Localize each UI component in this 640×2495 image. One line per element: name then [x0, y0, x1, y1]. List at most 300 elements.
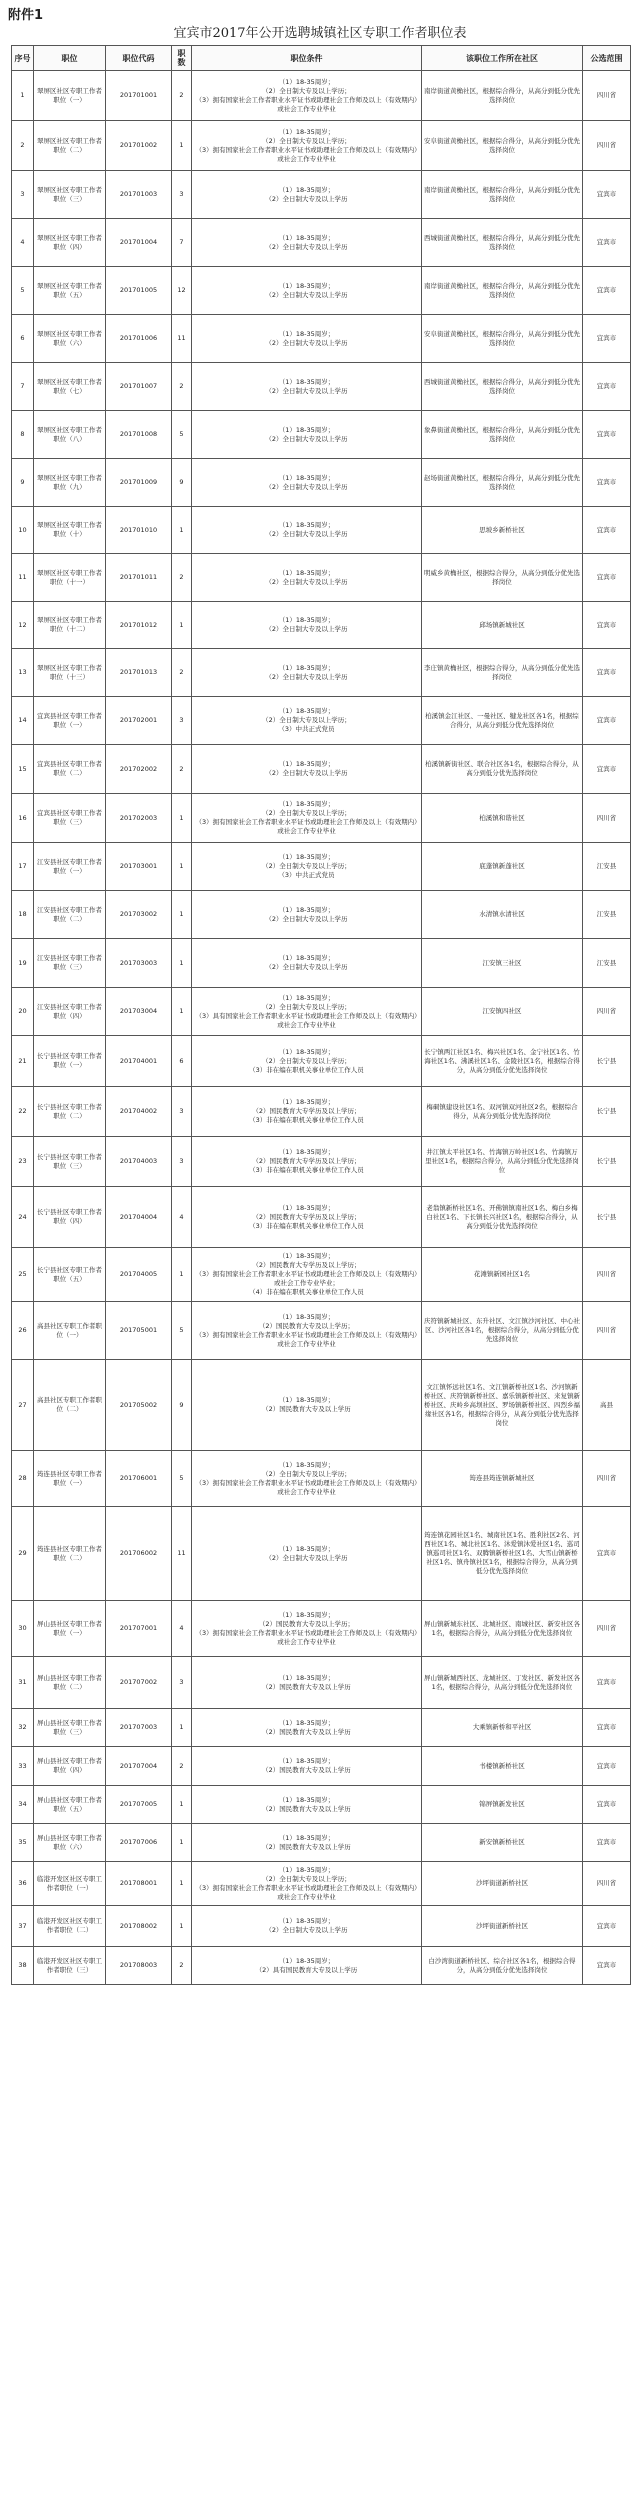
- cell-code: 201707002: [106, 1657, 172, 1709]
- table-row: [12, 697, 631, 745]
- cell-post: 宜宾县社区专职工作者职位（三）: [34, 794, 106, 843]
- table-row: [12, 1451, 631, 1507]
- cell-scope: 宜宾市: [583, 507, 631, 554]
- cell-community: 底蓬镇新蓬社区: [422, 843, 583, 891]
- cell-scope: 宜宾市: [583, 315, 631, 363]
- cell-no: 18: [12, 891, 34, 939]
- table-row: [12, 602, 631, 649]
- condition-line: （1）18-35周岁；: [278, 568, 335, 577]
- table-row: [12, 1302, 631, 1360]
- cell-post: 屏山县社区专职工作者职位（六）: [34, 1824, 106, 1862]
- cell-scope: 宜宾市: [583, 171, 631, 219]
- cell-scope: 宜宾市: [583, 1786, 631, 1824]
- cell-post: 翠屏区社区专职工作者职位（十三）: [34, 649, 106, 697]
- cell-code: 201701007: [106, 363, 172, 411]
- cell-post: 翠屏区社区专职工作者职位（四）: [34, 219, 106, 267]
- cell-code: 201702003: [106, 794, 172, 843]
- condition-line: （3）具有国家社会工作者职业水平证书或助理社会工作师及以上（有效期内）或社会工作专业毕业: [195, 1011, 418, 1029]
- cell-count: 2: [172, 363, 192, 411]
- cell-community: 安阜街道黄桷社区，根据综合得分，从高分到低分优先选择岗位: [422, 315, 583, 363]
- cell-code: 201701009: [106, 459, 172, 507]
- condition-line: （1）18-35周岁；: [278, 1795, 335, 1804]
- cell-post: 临港开发区社区专职工作者职位（二）: [34, 1906, 106, 1947]
- cell-community: 柏溪镇新街社区、联合社区各1名，根据综合得分，从高分到低分优先选择岗位: [422, 745, 583, 794]
- cell-code: 201704004: [106, 1187, 172, 1248]
- condition-line: （3）非在编在职机关事业单位工作人员: [249, 1166, 364, 1174]
- cell-community: 柏溪镇金江社区、一曼社区、犍龙社区各1名，根据综合得分，从高分到低分优先选择岗位: [422, 697, 583, 745]
- cell-count: 7: [172, 219, 192, 267]
- condition-line: （2）全日制大专及以上学历: [265, 914, 348, 923]
- condition-line: （2）国民教育大专及以上学历: [262, 1682, 351, 1691]
- cell-community: 大乘镇新桥和平社区: [422, 1709, 583, 1747]
- cell-community: 江安镇三社区: [422, 939, 583, 988]
- condition-line: （2）全日制大专及以上学历: [265, 338, 348, 347]
- table-body: [12, 71, 631, 1985]
- cell-code: 201705001: [106, 1302, 172, 1360]
- cell-conditions: [192, 745, 422, 794]
- cell-code: 201702001: [106, 697, 172, 745]
- cell-scope: 宜宾市: [583, 1507, 631, 1601]
- cell-post: 屏山县社区专职工作者职位（二）: [34, 1657, 106, 1709]
- cell-post: 临港开发区社区专职工作者职位（一）: [34, 1862, 106, 1906]
- cell-community: 水清镇水清社区: [422, 891, 583, 939]
- table-row: [12, 1657, 631, 1709]
- cell-community: 柏溪镇和谐社区: [422, 794, 583, 843]
- cell-scope: 四川省: [583, 988, 631, 1036]
- cell-community: 安阜街道黄桷社区，根据综合得分，从高分到低分优先选择岗位: [422, 121, 583, 171]
- cell-no: 7: [12, 363, 34, 411]
- cell-conditions: [192, 267, 422, 315]
- cell-code: 201701006: [106, 315, 172, 363]
- cell-scope: 宜宾市: [583, 649, 631, 697]
- table-row: [12, 1862, 631, 1906]
- cell-no: 31: [12, 1657, 34, 1709]
- table-row: [12, 121, 631, 171]
- condition-line: （1）18-35周岁；: [278, 127, 335, 136]
- cell-post: 翠屏区社区专职工作者职位（十）: [34, 507, 106, 554]
- cell-conditions: [192, 794, 422, 843]
- cell-no: 9: [12, 459, 34, 507]
- cell-community: 赵场街道黄桷社区，根据综合得分，从高分到低分优先选择岗位: [422, 459, 583, 507]
- cell-no: 28: [12, 1451, 34, 1507]
- cell-conditions: [192, 1601, 422, 1657]
- cell-post: 长宁县社区专职工作者职位（二）: [34, 1087, 106, 1137]
- cell-count: 9: [172, 1360, 192, 1451]
- cell-community: 思坡乡新桥社区: [422, 507, 583, 554]
- cell-post: 翠屏区社区专职工作者职位（十二）: [34, 602, 106, 649]
- condition-line: （2）全日制大专及以上学历；: [262, 809, 351, 817]
- condition-line: （1）18-35周岁；: [278, 1757, 335, 1765]
- table-header-row: [12, 46, 631, 71]
- condition-line: （1）18-35周岁；: [278, 616, 335, 624]
- cell-count: 5: [172, 1302, 192, 1360]
- table-row: [12, 1248, 631, 1302]
- cell-post: 长宁县社区专职工作者职位（三）: [34, 1137, 106, 1187]
- cell-no: 11: [12, 554, 34, 602]
- cell-code: 201701011: [106, 554, 172, 602]
- cell-code: 201704003: [106, 1137, 172, 1187]
- table-row: [12, 1709, 631, 1747]
- cell-count: 4: [172, 1601, 192, 1657]
- cell-no: 1: [12, 71, 34, 121]
- cell-conditions: [192, 1248, 422, 1302]
- table-row: [12, 649, 631, 697]
- condition-line: （1）18-35周岁；: [278, 425, 335, 434]
- cell-post: 屏山县社区专职工作者职位（五）: [34, 1786, 106, 1824]
- condition-line: （3）拥有国家社会工作者职业水平证书或助理社会工作师及以上（有效期内）或社会工作专业毕业: [195, 1883, 418, 1901]
- cell-scope: 高县: [583, 1360, 631, 1451]
- condition-line: （2）国民教育大专及以上学历: [262, 1405, 351, 1413]
- cell-scope: 四川省: [583, 1248, 631, 1302]
- cell-post: 临港开发区社区专职工作者职位（三）: [34, 1947, 106, 1985]
- cell-conditions: [192, 411, 422, 459]
- cell-scope: 江安县: [583, 891, 631, 939]
- condition-line: （2）全日制大专及以上学历: [265, 530, 348, 538]
- table-row: [12, 71, 631, 121]
- cell-community: 新安镇新桥社区: [422, 1824, 583, 1862]
- cell-count: 1: [172, 891, 192, 939]
- cell-no: 14: [12, 697, 34, 745]
- cell-community: 筠连县筠连镇新城社区: [422, 1451, 583, 1507]
- table-row: [12, 219, 631, 267]
- cell-code: 201708003: [106, 1947, 172, 1985]
- cell-scope: 宜宾市: [583, 459, 631, 507]
- condition-line: （1）18-35周岁；: [278, 1610, 335, 1619]
- cell-community: 明威乡黄桷社区，根据综合得分，从高分到低分优先选择岗位: [422, 554, 583, 602]
- condition-line: （2）国民教育大专及以上学历；: [258, 1321, 355, 1330]
- cell-code: 201702002: [106, 745, 172, 794]
- cell-scope: 四川省: [583, 1302, 631, 1360]
- condition-line: （3）非在编在职机关事业单位工作人员: [249, 1116, 364, 1124]
- cell-community: 长宁镇两江社区1名、梅兴社区1名、金宁社区1名、竹海社区1名、沸溪社区1名、金陵社区1名，根据综合得分，从高分到低分优先选择岗位: [422, 1036, 583, 1087]
- cell-conditions: [192, 1747, 422, 1786]
- condition-line: （1）18-35周岁；: [278, 185, 335, 194]
- cell-count: 5: [172, 1451, 192, 1507]
- cell-conditions: [192, 1709, 422, 1747]
- condition-line: （1）18-35周岁；: [278, 1865, 335, 1874]
- cell-community: 书楼镇新桥社区: [422, 1747, 583, 1786]
- cell-conditions: [192, 891, 422, 939]
- cell-count: 3: [172, 1087, 192, 1137]
- condition-line: （2）国民教育大专及以上学历: [262, 1804, 351, 1813]
- cell-post: 高县社区专职工作者职位（二）: [34, 1360, 106, 1451]
- document-title: 宜宾市2017年公开选聘城镇社区专职工作者职位表: [173, 26, 467, 41]
- cell-no: 17: [12, 843, 34, 891]
- cell-conditions: [192, 697, 422, 745]
- cell-count: 1: [172, 1248, 192, 1302]
- cell-no: 35: [12, 1824, 34, 1862]
- cell-count: 4: [172, 1187, 192, 1248]
- cell-conditions: [192, 1507, 422, 1601]
- table-row: [12, 891, 631, 939]
- cell-count: 1: [172, 1786, 192, 1824]
- condition-line: （3）拥有国家社会工作者职业水平证书或助理社会工作师及以上（有效期内）或社会工作专业毕业；: [195, 1270, 418, 1287]
- cell-no: 19: [12, 939, 34, 988]
- condition-line: （2）全日制大专及以上学历: [265, 672, 348, 681]
- condition-line: （2）全日制大专及以上学历；: [262, 862, 351, 870]
- cell-scope: 宜宾市: [583, 363, 631, 411]
- cell-no: 15: [12, 745, 34, 794]
- cell-code: 201703003: [106, 939, 172, 988]
- cell-community: 老翁镇新桥社区1名、开佛镇镇南社区1名、梅白乡梅白社区1名、下长镇长兴社区1名，根据综合得分，从高分到低分优先选择岗位: [422, 1187, 583, 1248]
- condition-line: （1）18-35周岁；: [278, 1833, 335, 1842]
- table-row: [12, 267, 631, 315]
- condition-line: （1）18-35周岁；: [278, 1544, 335, 1553]
- condition-line: （1）18-35周岁；: [278, 707, 335, 715]
- condition-line: （1）18-35周岁；: [278, 1148, 335, 1156]
- cell-code: 201707003: [106, 1709, 172, 1747]
- condition-line: （1）18-35周岁；: [278, 1396, 335, 1404]
- cell-no: 22: [12, 1087, 34, 1137]
- cell-community: 南岸街道黄桷社区，根据综合得分，从高分到低分优先选择岗位: [422, 267, 583, 315]
- cell-scope: 宜宾市: [583, 697, 631, 745]
- cell-conditions: [192, 1187, 422, 1248]
- condition-line: （1）18-35周岁；: [278, 377, 335, 386]
- cell-post: 翠屏区社区专职工作者职位（八）: [34, 411, 106, 459]
- cell-count: 2: [172, 745, 192, 794]
- cell-count: 1: [172, 1709, 192, 1747]
- cell-count: 3: [172, 1657, 192, 1709]
- condition-line: （2）全日制大专及以上学历: [265, 1553, 348, 1562]
- cell-community: 江安镇四社区: [422, 988, 583, 1036]
- condition-line: （1）18-35周岁；: [278, 1252, 335, 1260]
- cell-no: 24: [12, 1187, 34, 1248]
- condition-line: （2）国民教育大专及以上学历: [262, 1766, 351, 1774]
- cell-community: 西城街道黄桷社区，根据综合得分，从高分到低分优先选择岗位: [422, 363, 583, 411]
- cell-code: 201707001: [106, 1601, 172, 1657]
- cell-conditions: [192, 843, 422, 891]
- cell-count: 1: [172, 988, 192, 1036]
- condition-line: （3）拥有国家社会工作者职业水平证书或助理社会工作师及以上（有效期内）或社会工作专业毕业: [195, 1628, 418, 1646]
- cell-post: 江安县社区专职工作者职位（三）: [34, 939, 106, 988]
- cell-community: 筠连镇花园社区1名、城南社区1名、胜利社区2名、河西社区1名、城北社区1名、沐爱镇沐爱社区1名、巡司镇巡司社区1名、双腾镇新桥社区1名、大雪山镇新桥社区1名、镇舟镇社区1名，根据综合得分，从高分到低分优先选择岗位: [422, 1507, 583, 1601]
- cell-code: 201701001: [106, 71, 172, 121]
- cell-post: 翠屏区社区专职工作者职位（三）: [34, 171, 106, 219]
- cell-scope: 四川省: [583, 1601, 631, 1657]
- cell-community: 井江镇太平社区1名、竹海镇万岭社区1名、竹海镇万里社区1名，根据综合得分，从高分到低分优先选择岗位: [422, 1137, 583, 1187]
- cell-post: 屏山县社区专职工作者职位（四）: [34, 1747, 106, 1786]
- condition-line: （1）18-35周岁；: [278, 1312, 335, 1321]
- condition-line: （1）18-35周岁；: [278, 800, 335, 808]
- cell-code: 201701002: [106, 121, 172, 171]
- cell-post: 长宁县社区专职工作者职位（五）: [34, 1248, 106, 1302]
- cell-conditions: [192, 363, 422, 411]
- cell-code: 201708001: [106, 1862, 172, 1906]
- cell-scope: 宜宾市: [583, 554, 631, 602]
- cell-count: 1: [172, 794, 192, 843]
- cell-scope: 宜宾市: [583, 1824, 631, 1862]
- condition-line: （1）18-35周岁；: [278, 233, 335, 242]
- cell-no: 27: [12, 1360, 34, 1451]
- cell-scope: 宜宾市: [583, 411, 631, 459]
- cell-scope: 宜宾市: [583, 1709, 631, 1747]
- cell-count: 1: [172, 1906, 192, 1947]
- cell-scope: 四川省: [583, 1451, 631, 1507]
- cell-count: 3: [172, 171, 192, 219]
- cell-count: 1: [172, 602, 192, 649]
- cell-post: 翠屏区社区专职工作者职位（九）: [34, 459, 106, 507]
- cell-count: 1: [172, 1862, 192, 1906]
- cell-conditions: [192, 939, 422, 988]
- condition-line: （2）全日制大专及以上学历: [265, 625, 348, 633]
- table-row: [12, 1947, 631, 1985]
- cell-no: 13: [12, 649, 34, 697]
- condition-line: （2）全日制大专及以上学历: [265, 482, 348, 491]
- cell-count: 1: [172, 121, 192, 171]
- cell-count: 1: [172, 507, 192, 554]
- cell-count: 2: [172, 649, 192, 697]
- cell-count: 12: [172, 267, 192, 315]
- cell-code: 201701004: [106, 219, 172, 267]
- header-scope: 公选范围: [583, 46, 631, 71]
- cell-no: 32: [12, 1709, 34, 1747]
- cell-code: 201701013: [106, 649, 172, 697]
- condition-line: （2）全日制大专及以上学历: [265, 386, 348, 395]
- cell-conditions: [192, 1906, 422, 1947]
- cell-count: 2: [172, 1947, 192, 1985]
- cell-scope: 宜宾市: [583, 1747, 631, 1786]
- cell-code: 201707004: [106, 1747, 172, 1786]
- cell-code: 201701008: [106, 411, 172, 459]
- cell-conditions: [192, 219, 422, 267]
- attachment-label: 附件1: [8, 8, 44, 23]
- cell-count: 3: [172, 697, 192, 745]
- cell-no: 34: [12, 1786, 34, 1824]
- condition-line: （2）全日制大专及以上学历；: [262, 1002, 351, 1011]
- table-row: [12, 1087, 631, 1137]
- cell-conditions: [192, 1137, 422, 1187]
- table-row: [12, 988, 631, 1036]
- cell-code: 201704002: [106, 1087, 172, 1137]
- cell-no: 20: [12, 988, 34, 1036]
- cell-conditions: [192, 121, 422, 171]
- cell-post: 翠屏区社区专职工作者职位（五）: [34, 267, 106, 315]
- header-no: 序号: [12, 46, 34, 71]
- cell-conditions: [192, 459, 422, 507]
- condition-line: （1）18-35周岁；: [278, 760, 335, 768]
- header-post: 职位: [34, 46, 106, 71]
- cell-count: 1: [172, 1824, 192, 1862]
- table-row: [12, 1906, 631, 1947]
- cell-conditions: [192, 1824, 422, 1862]
- condition-line: （2）全日制大专及以上学历；: [262, 716, 351, 724]
- cell-community: 西城街道黄桷社区，根据综合得分，从高分到低分优先选择岗位: [422, 219, 583, 267]
- condition-line: （1）18-35周岁；: [278, 1047, 335, 1056]
- cell-conditions: [192, 1451, 422, 1507]
- cell-no: 8: [12, 411, 34, 459]
- cell-conditions: [192, 1657, 422, 1709]
- cell-post: 高县社区专职工作者职位（一）: [34, 1302, 106, 1360]
- cell-conditions: [192, 1360, 422, 1451]
- condition-line: （3）拥有国家社会工作者职业水平证书或助理社会工作师及以上（有效期内）或社会工作专业毕业: [195, 145, 418, 163]
- cell-code: 201706002: [106, 1507, 172, 1601]
- table-row: [12, 554, 631, 602]
- table-row: [12, 507, 631, 554]
- cell-post: 宜宾县社区专职工作者职位（二）: [34, 745, 106, 794]
- cell-post: 长宁县社区专职工作者职位（一）: [34, 1036, 106, 1087]
- table-row: [12, 1360, 631, 1451]
- table-row: [12, 745, 631, 794]
- cell-community: 锦屏镇新发社区: [422, 1786, 583, 1824]
- cell-no: 25: [12, 1248, 34, 1302]
- condition-line: （2）全日制大专及以上学历；: [262, 1469, 351, 1478]
- cell-code: 201705002: [106, 1360, 172, 1451]
- cell-scope: 宜宾市: [583, 745, 631, 794]
- cell-post: 江安县社区专职工作者职位（四）: [34, 988, 106, 1036]
- cell-code: 201701003: [106, 171, 172, 219]
- cell-code: 201701005: [106, 267, 172, 315]
- condition-line: （2）国民教育大专及以上学历: [262, 1842, 351, 1851]
- cell-count: 2: [172, 1747, 192, 1786]
- condition-line: （2）全日制大专及以上学历；: [262, 86, 351, 95]
- cell-post: 翠屏区社区专职工作者职位（六）: [34, 315, 106, 363]
- cell-count: 1: [172, 843, 192, 891]
- condition-line: （2）全日制大专及以上学历；: [262, 136, 351, 145]
- header-conditions: 职位条件: [192, 46, 422, 71]
- cell-no: 5: [12, 267, 34, 315]
- condition-line: （2）全日制大专及以上学历: [265, 1926, 348, 1934]
- cell-scope: 四川省: [583, 794, 631, 843]
- table-row: [12, 939, 631, 988]
- cell-conditions: [192, 649, 422, 697]
- cell-scope: 宜宾市: [583, 602, 631, 649]
- cell-count: 1: [172, 939, 192, 988]
- header-code: 职位代码: [106, 46, 172, 71]
- cell-post: 宜宾县社区专职工作者职位（一）: [34, 697, 106, 745]
- condition-line: （1）18-35周岁；: [278, 1673, 335, 1682]
- table-row: [12, 1507, 631, 1601]
- cell-no: 21: [12, 1036, 34, 1087]
- table-row: [12, 1786, 631, 1824]
- condition-line: （2）国民教育大专学历及以上学历；: [252, 1212, 361, 1221]
- cell-no: 2: [12, 121, 34, 171]
- cell-community: 文江镇怀远社区1名、文江镇新桥社区1名、沙河镇新桥社区、庆符镇新桥社区、嘉乐镇新桥社区、来复镇新桥社区、庆岭乡高坝社区、罗场镇新桥社区、四烈乡福缘社区各1名，根据综合得分，从高分到低分优先选择岗位: [422, 1360, 583, 1451]
- cell-no: 29: [12, 1507, 34, 1601]
- table-row: [12, 363, 631, 411]
- cell-code: 201703002: [106, 891, 172, 939]
- cell-code: 201704001: [106, 1036, 172, 1087]
- cell-no: 3: [12, 171, 34, 219]
- cell-no: 38: [12, 1947, 34, 1985]
- cell-post: 翠屏区社区专职工作者职位（七）: [34, 363, 106, 411]
- cell-community: 白沙湾街道新桥社区、综合社区各1名，根据综合得分，从高分到低分优先选择岗位: [422, 1947, 583, 1985]
- cell-scope: 宜宾市: [583, 1657, 631, 1709]
- condition-line: （2）国民教育大专及以上学历；: [258, 1619, 355, 1628]
- condition-line: （2）全日制大专及以上学历: [265, 434, 348, 443]
- cell-conditions: [192, 1862, 422, 1906]
- cell-no: 37: [12, 1906, 34, 1947]
- cell-conditions: [192, 507, 422, 554]
- cell-community: 南岸街道黄桷社区，根据综合得分，从高分到低分优先选择岗位: [422, 171, 583, 219]
- cell-conditions: [192, 602, 422, 649]
- cell-post: 江安县社区专职工作者职位（一）: [34, 843, 106, 891]
- cell-code: 201708002: [106, 1906, 172, 1947]
- position-table: [11, 45, 631, 1985]
- cell-post: 屏山县社区专职工作者职位（一）: [34, 1601, 106, 1657]
- header-count: 职数: [172, 46, 192, 71]
- condition-line: （1）18-35周岁；: [278, 853, 335, 861]
- cell-community: 屏山镇新城东社区、北城社区、南城社区、新安社区各1名，根据综合得分，从高分到低分优先选择岗位: [422, 1601, 583, 1657]
- condition-line: （1）18-35周岁；: [278, 1460, 335, 1469]
- condition-line: （2）全日制大专及以上学历；: [262, 1056, 351, 1065]
- cell-scope: 宜宾市: [583, 219, 631, 267]
- cell-post: 翠屏区社区专职工作者职位（二）: [34, 121, 106, 171]
- condition-line: （2）具有国民教育大专及以上学历: [255, 1965, 358, 1974]
- cell-no: 16: [12, 794, 34, 843]
- cell-scope: 四川省: [583, 121, 631, 171]
- cell-community: 沙坪街道新桥社区: [422, 1862, 583, 1906]
- condition-line: （2）全日制大专及以上学历: [265, 577, 348, 586]
